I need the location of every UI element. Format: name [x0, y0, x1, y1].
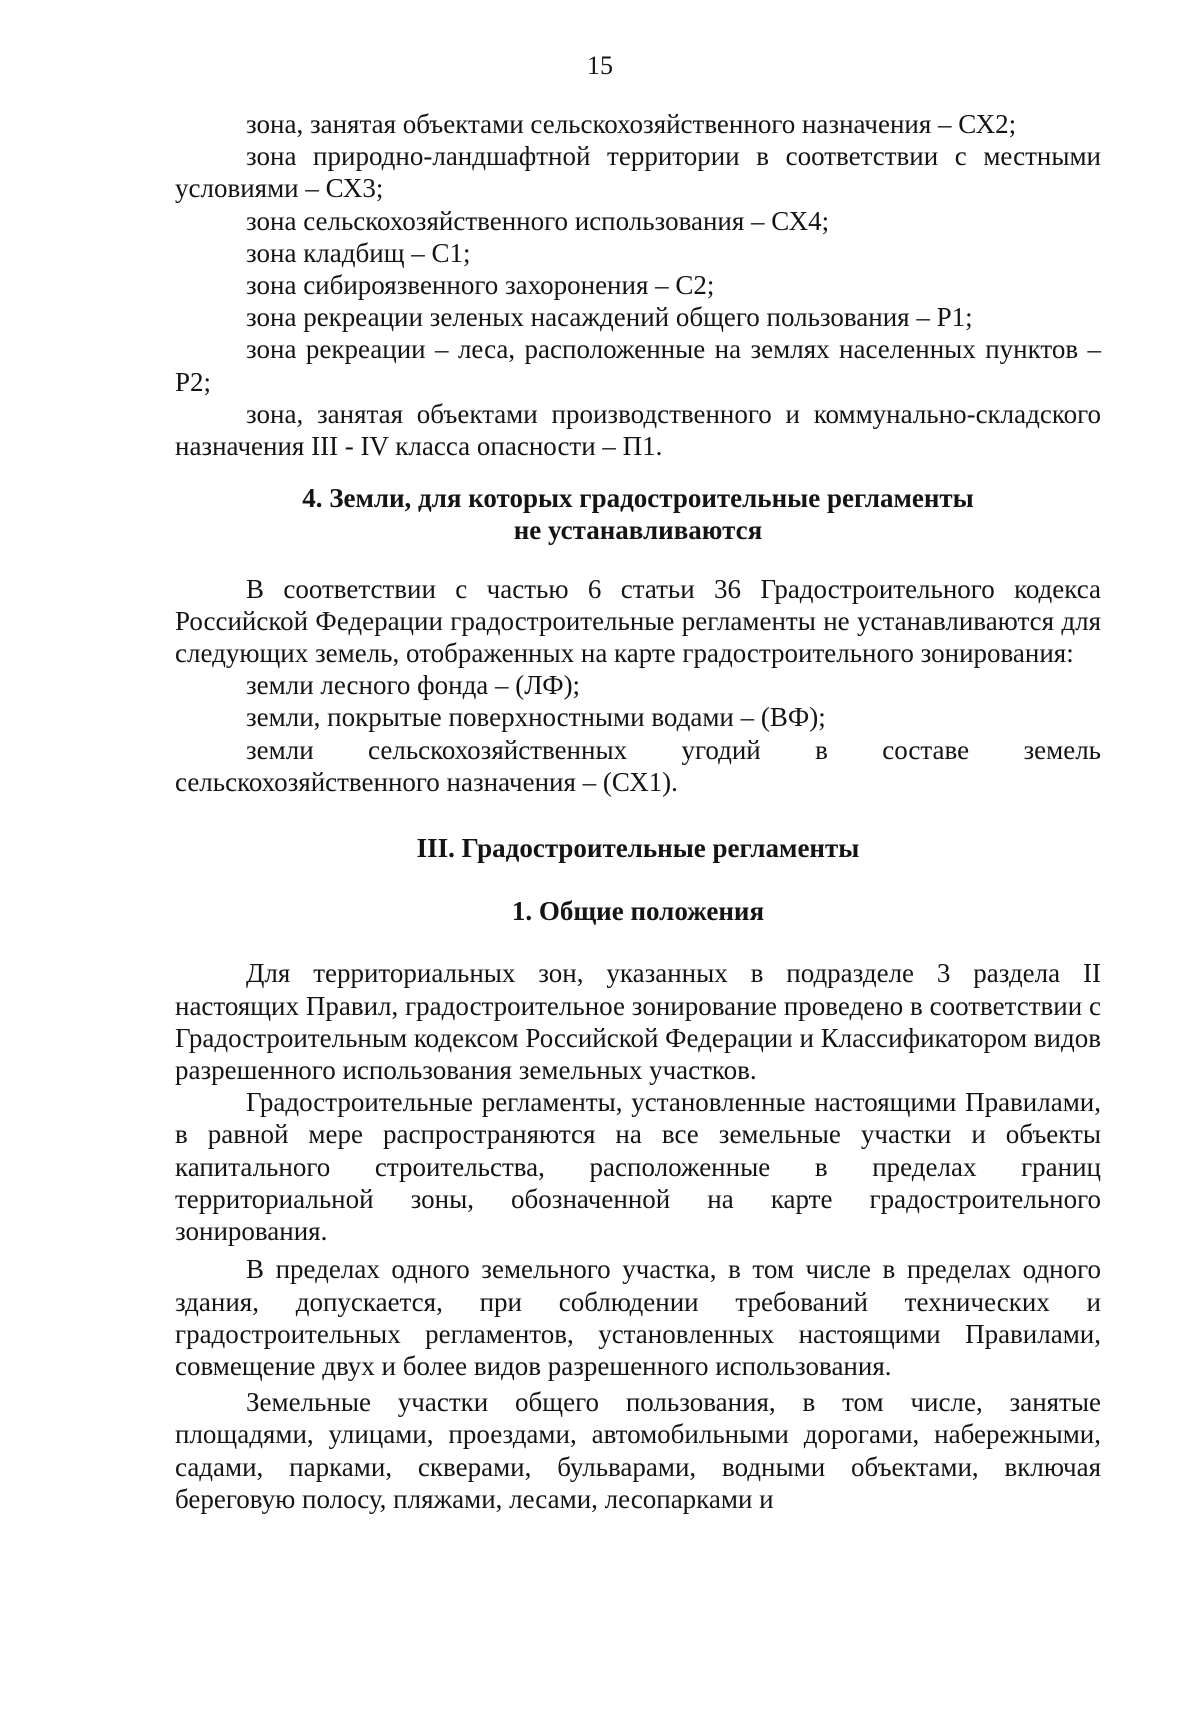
zone-item: зона рекреации зеленых насаждений общего пользования – Р1;: [246, 302, 973, 333]
zone-item: зона, занятая объектами сельскохозяйственного назначения – СХ2;: [246, 109, 1017, 139]
land-list: [175, 669, 1101, 798]
page-number: 15: [587, 51, 613, 80]
land-item: земли сельскохозяйственных угодий в составе земель сельскохозяйственного назначения – (СХ1).: [175, 734, 1101, 797]
zone-item: зона сельскохозяйственного использования – СХ4;: [246, 205, 830, 236]
body-paragraph: Для территориальных зон, указанных в подразделе 3 раздела II настоящих Правил, градостроительное зонирование проведено в соответствии с Градостроительным кодексом Российской Федерации и Классификатором видов разрешенного использования земельных участков.: [175, 958, 1101, 1086]
general-provisions-heading: 1. Общие положения: [511, 896, 765, 927]
zone-item: зона кладбищ – С1;: [246, 237, 471, 268]
part-3-heading: III. Градостроительные регламенты: [416, 833, 860, 864]
section-4-intro: В соответствии с частью 6 статьи 36 Градостроительного кодекса Российской Федерации градостроительные регламенты не устанавливаются для следующих земель, отображенных на карте градостроительного зонирования:: [175, 573, 1101, 669]
zone-item: зона природно-ландшафтной территории в соответствии с местными условиями – СХ3;: [175, 141, 1101, 204]
land-item: земли, покрытые поверхностными водами – (ВФ);: [246, 702, 826, 733]
zone-item: зона сибироязвенного захоронения – С2;: [246, 270, 715, 301]
document-body: [175, 108, 1101, 1515]
section-4-heading-line-1: 4. Земли, для которых градостроительные регламенты: [302, 483, 974, 514]
body-paragraph: Градостроительные регламенты, установленные настоящими Правилами, в равной мере распространяются на все земельные участки и объекты капитального строительства, расположенные в пределах границ территориальной зоны, обозначенной на карте градостроительного зонирования.: [175, 1087, 1101, 1247]
zone-list: [175, 108, 1101, 462]
section-4-heading-line-2: не устанавливаются: [513, 515, 763, 546]
zone-item: зона рекреации – леса, расположенные на землях населенных пунктов – Р2;: [175, 334, 1101, 397]
body-paragraph: В пределах одного земельного участка, в том числе в пределах одного здания, допускается, при соблюдении требований технических и градостроительных регламентов, установленных настоящими Правилами, совмещение двух и более видов разрешенного использования.: [175, 1254, 1101, 1381]
section-4-heading: [175, 482, 1101, 546]
body-paragraph: Земельные участки общего пользования, в том числе, занятые площадями, улицами, проездами, автомобильными дорогами, набережными, садами, парками, скверами, бульварами, водными объектами, включая береговую полосу, пляжами, лесами, лесопарками и: [175, 1387, 1101, 1514]
land-item: земли лесного фонда – (ЛФ);: [246, 670, 581, 701]
zone-item: зона, занятая объектами производственного и коммунально-складского назначения III - IV класса опасности – П1.: [175, 398, 1101, 462]
